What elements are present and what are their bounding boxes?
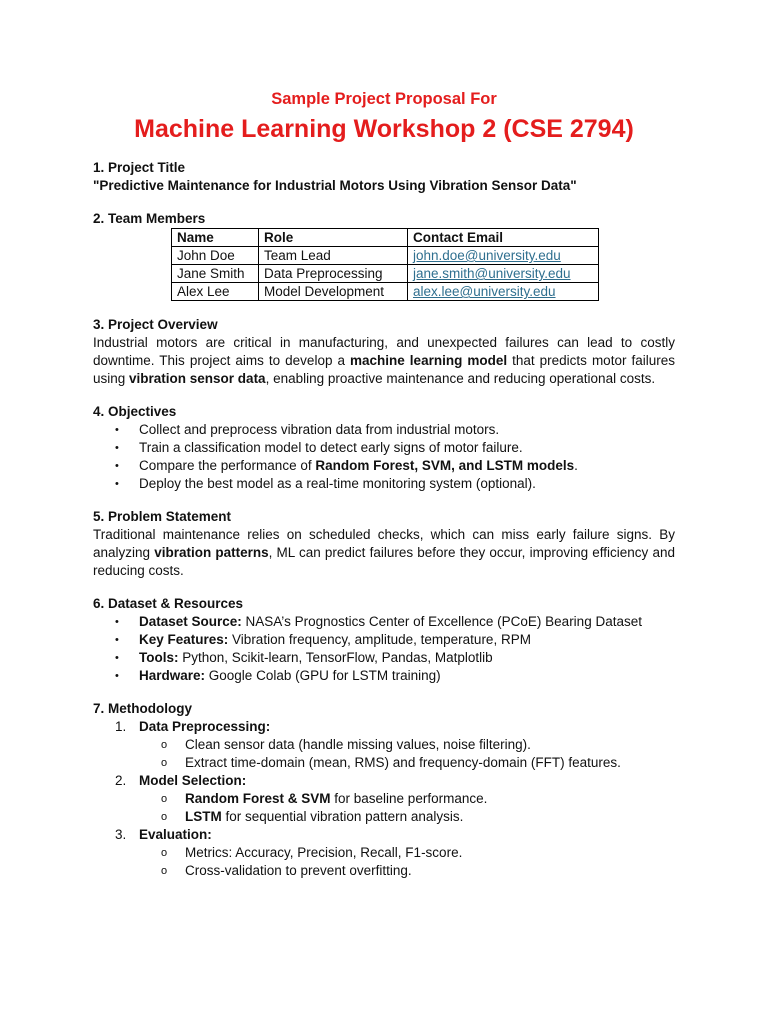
member-name: Jane Smith bbox=[172, 265, 259, 283]
bullet-icon: • bbox=[115, 634, 119, 646]
list-item bbox=[93, 475, 675, 493]
problem-bold-text: vibration patterns bbox=[154, 545, 269, 560]
team-table bbox=[171, 228, 599, 301]
sub-bold-text: LSTM bbox=[185, 809, 222, 824]
list-item bbox=[93, 421, 675, 439]
sub-list-item bbox=[139, 844, 675, 862]
problem-text: , ML can predict failures before they occur, improving efficiency and reducing costs. bbox=[93, 545, 675, 578]
sub-text: Metrics: Accuracy, Precision, Recall, F1-score. bbox=[185, 845, 463, 860]
sub-text: Clean sensor data (handle missing values, noise filtering). bbox=[185, 737, 531, 752]
section-project-title bbox=[93, 159, 675, 195]
resource-label: Dataset Source: bbox=[139, 614, 242, 629]
member-role: Team Lead bbox=[259, 247, 408, 265]
objective-text: Collect and preprocess vibration data from industrial motors. bbox=[139, 422, 500, 437]
bullet-icon: • bbox=[115, 670, 119, 682]
resource-text: Python, Scikit-learn, TensorFlow, Pandas, Matplotlib bbox=[178, 650, 493, 665]
resource-label: Key Features: bbox=[139, 632, 229, 647]
bullet-icon: • bbox=[115, 460, 119, 472]
problem-paragraph bbox=[93, 526, 675, 580]
document-page bbox=[93, 88, 675, 880]
overview-bold-text: machine learning model bbox=[350, 353, 508, 368]
sub-bold-text: Random Forest & SVM bbox=[185, 791, 331, 806]
column-header-email: Contact Email bbox=[408, 229, 599, 247]
resource-text: Vibration frequency, amplitude, temperature, RPM bbox=[228, 632, 531, 647]
member-email-link[interactable]: jane.smith@university.edu bbox=[408, 265, 599, 283]
problem-text: Traditional maintenance relies on scheduled checks, which can miss early failure signs. By analyzing bbox=[93, 527, 675, 560]
sub-text: Extract time-domain (mean, RMS) and frequency-domain (FFT) features. bbox=[185, 755, 621, 770]
section-heading: 6. Dataset & Resources bbox=[93, 596, 244, 611]
objective-text: Compare the performance of bbox=[139, 458, 316, 473]
list-item bbox=[93, 439, 675, 457]
member-email-link[interactable]: john.doe@university.edu bbox=[408, 247, 599, 265]
section-team-members bbox=[93, 210, 675, 301]
table-row bbox=[172, 283, 599, 301]
list-item bbox=[93, 649, 675, 667]
sub-list-item bbox=[139, 808, 675, 826]
objective-text: Deploy the best model as a real-time monitoring system (optional). bbox=[139, 476, 536, 491]
document-title: Machine Learning Workshop 2 (CSE 2794) bbox=[134, 115, 634, 143]
sub-list-item bbox=[139, 736, 675, 754]
overview-text: Industrial motors are critical in manufacturing, and unexpected failures can lead to costly downtime. This project aims to develop a bbox=[93, 335, 675, 368]
resource-text: NASA’s Prognostics Center of Excellence (PCoE) Bearing Dataset bbox=[241, 614, 642, 629]
sub-list-item bbox=[139, 790, 675, 808]
table-header-row bbox=[172, 229, 599, 247]
circle-bullet-icon: o bbox=[161, 757, 168, 769]
section-heading: 4. Objectives bbox=[93, 404, 177, 419]
column-header-name: Name bbox=[172, 229, 259, 247]
list-item bbox=[93, 826, 675, 880]
step-label: Model Selection: bbox=[139, 773, 247, 788]
sub-list-item bbox=[139, 862, 675, 880]
sub-list-item bbox=[139, 754, 675, 772]
sub-text: for sequential vibration pattern analysis. bbox=[221, 809, 464, 824]
sub-list bbox=[139, 790, 675, 826]
list-item bbox=[93, 457, 675, 475]
overview-text: that predicts motor failures using bbox=[93, 353, 675, 386]
list-item bbox=[93, 613, 675, 631]
circle-bullet-icon: o bbox=[161, 847, 168, 859]
section-problem-statement bbox=[93, 508, 675, 580]
section-heading: 3. Project Overview bbox=[93, 317, 218, 332]
column-header-role: Role bbox=[259, 229, 408, 247]
sub-list bbox=[139, 844, 675, 880]
bullet-icon: • bbox=[115, 616, 119, 628]
bullet-icon: • bbox=[115, 424, 119, 436]
resource-text: Google Colab (GPU for LSTM training) bbox=[205, 668, 441, 683]
section-heading: 2. Team Members bbox=[93, 211, 206, 226]
section-heading: 7. Methodology bbox=[93, 701, 192, 716]
circle-bullet-icon: o bbox=[161, 793, 168, 805]
objective-text: . bbox=[574, 458, 578, 473]
methodology-list bbox=[93, 718, 675, 880]
overview-text: , enabling proactive maintenance and reducing operational costs. bbox=[265, 371, 656, 386]
step-label: Evaluation: bbox=[139, 827, 212, 842]
table-row bbox=[172, 247, 599, 265]
circle-bullet-icon: o bbox=[161, 811, 168, 823]
step-label: Data Preprocessing: bbox=[139, 719, 271, 734]
member-role: Data Preprocessing bbox=[259, 265, 408, 283]
step-number: 1. bbox=[115, 719, 127, 734]
section-heading: 1. Project Title bbox=[93, 160, 186, 175]
document-subtitle: Sample Project Proposal For bbox=[271, 90, 497, 108]
overview-paragraph bbox=[93, 334, 675, 388]
overview-bold-text: vibration sensor data bbox=[129, 371, 266, 386]
section-heading: 5. Problem Statement bbox=[93, 509, 232, 524]
project-title-text: "Predictive Maintenance for Industrial Motors Using Vibration Sensor Data" bbox=[93, 178, 577, 193]
circle-bullet-icon: o bbox=[161, 739, 168, 751]
table-row bbox=[172, 265, 599, 283]
resource-label: Tools: bbox=[139, 650, 179, 665]
circle-bullet-icon: o bbox=[161, 865, 168, 877]
objectives-list bbox=[93, 421, 675, 493]
list-item bbox=[93, 718, 675, 772]
section-methodology bbox=[93, 700, 675, 880]
sub-text: for baseline performance. bbox=[330, 791, 488, 806]
section-project-overview bbox=[93, 316, 675, 388]
sub-text: Cross-validation to prevent overfitting. bbox=[185, 863, 412, 878]
list-item bbox=[93, 772, 675, 826]
list-item bbox=[93, 667, 675, 685]
sub-list bbox=[139, 736, 675, 772]
bullet-icon: • bbox=[115, 442, 119, 454]
member-email-link[interactable]: alex.lee@university.edu bbox=[408, 283, 599, 301]
member-name: John Doe bbox=[172, 247, 259, 265]
bullet-icon: • bbox=[115, 478, 119, 490]
objective-bold-text: Random Forest, SVM, and LSTM models bbox=[315, 458, 575, 473]
resources-list bbox=[93, 613, 675, 685]
member-role: Model Development bbox=[259, 283, 408, 301]
step-number: 2. bbox=[115, 773, 127, 788]
member-name: Alex Lee bbox=[172, 283, 259, 301]
objective-text: Train a classification model to detect early signs of motor failure. bbox=[139, 440, 523, 455]
step-number: 3. bbox=[115, 827, 127, 842]
section-dataset-resources bbox=[93, 595, 675, 685]
bullet-icon: • bbox=[115, 652, 119, 664]
section-objectives bbox=[93, 403, 675, 493]
list-item bbox=[93, 631, 675, 649]
resource-label: Hardware: bbox=[139, 668, 206, 683]
